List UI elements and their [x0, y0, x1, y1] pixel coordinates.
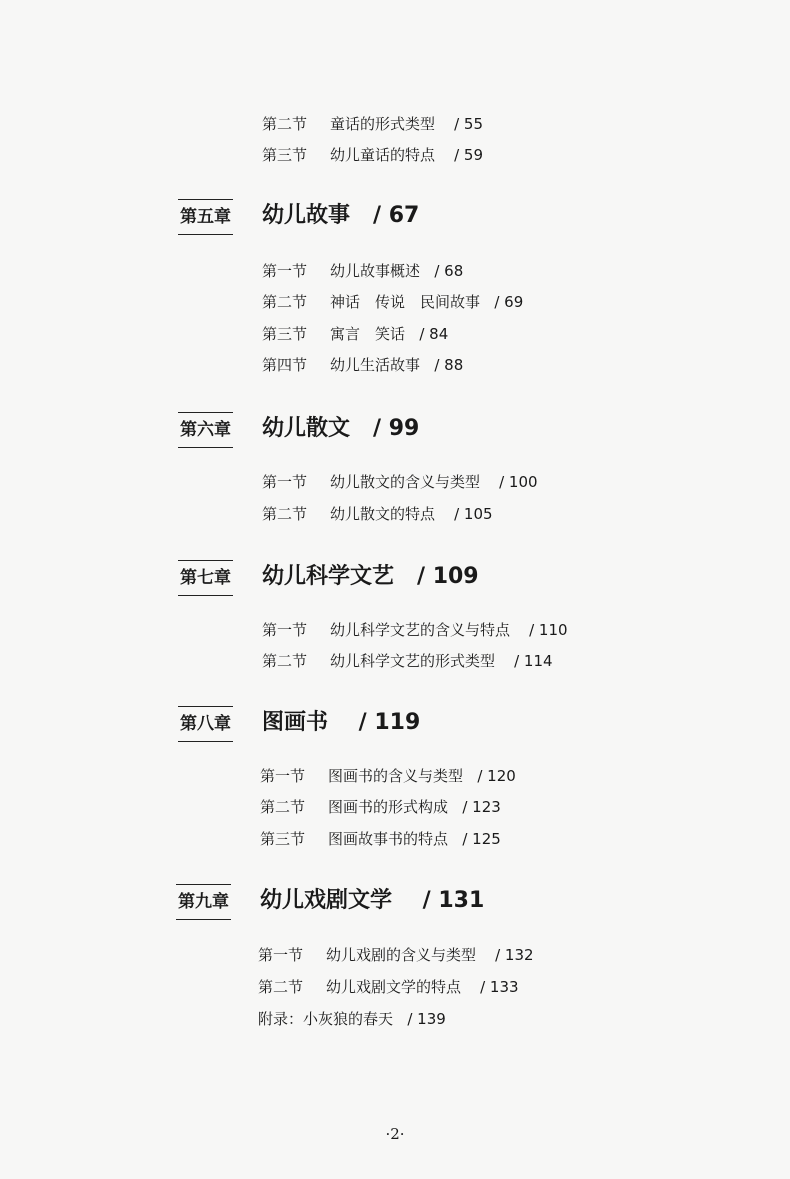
section-label: 第二节 [262, 115, 308, 133]
chapter-title: 幼儿故事 [262, 203, 351, 228]
section-page: / 55 [454, 115, 484, 133]
section-page: / 68 [434, 262, 464, 280]
section-title: 图画书的形式构成 [328, 798, 449, 816]
appendix-page: / 139 [407, 1010, 446, 1028]
section-title: 寓言 笑话 [330, 325, 406, 343]
section-title: 幼儿科学文艺的含义与特点 [330, 621, 511, 639]
chapter-page: / 131 [422, 888, 485, 913]
toc-entry [262, 651, 553, 671]
section-label: 第三节 [262, 325, 308, 343]
section-title: 幼儿戏剧的含义与类型 [326, 946, 477, 964]
section-page: / 133 [480, 978, 519, 996]
section-label: 第三节 [260, 830, 306, 848]
section-title: 幼儿童话的特点 [330, 146, 436, 164]
section-page: / 69 [494, 293, 524, 311]
section-label: 第一节 [260, 767, 306, 785]
section-title: 幼儿散文的含义与类型 [330, 473, 481, 491]
appendix-title: 附录：小灰狼的春天 [258, 1010, 394, 1028]
chapter-title-line [260, 882, 484, 920]
section-label: 第一节 [258, 946, 304, 964]
toc-entry [258, 945, 534, 965]
section-label: 第一节 [262, 262, 308, 280]
section-title: 神话 传说 民间故事 [330, 293, 481, 311]
chapter-label: 第五章 [178, 199, 233, 235]
chapter-label: 第七章 [178, 560, 233, 596]
toc-entry [262, 472, 538, 492]
section-label: 第二节 [262, 505, 308, 523]
section-label: 第一节 [262, 621, 308, 639]
toc-entry [262, 145, 483, 165]
chapter-title-line [262, 197, 419, 235]
chapter-label: 第九章 [176, 884, 231, 920]
section-page: / 123 [462, 798, 501, 816]
chapter-label: 第八章 [178, 706, 233, 742]
chapter-title: 幼儿散文 [262, 416, 351, 441]
section-page: / 132 [495, 946, 534, 964]
toc-entry [260, 797, 501, 817]
section-label: 第四节 [262, 356, 308, 374]
section-page: / 88 [434, 356, 464, 374]
chapter-label: 第六章 [178, 412, 233, 448]
section-page: / 114 [514, 652, 553, 670]
toc-entry [262, 355, 463, 375]
toc-entry [258, 977, 519, 997]
section-title: 幼儿散文的特点 [330, 505, 436, 523]
chapter-title-line [262, 410, 419, 448]
section-title: 图画书的含义与类型 [328, 767, 464, 785]
chapter-page: / 67 [373, 203, 420, 228]
section-page: / 105 [454, 505, 493, 523]
section-label: 第二节 [262, 652, 308, 670]
toc-entry [262, 114, 483, 134]
toc-appendix [258, 1009, 446, 1029]
section-page: / 125 [462, 830, 501, 848]
chapter-title: 幼儿戏剧文学 [260, 888, 393, 913]
section-title: 幼儿戏剧文学的特点 [326, 978, 462, 996]
toc-entry [262, 261, 463, 281]
section-label: 第三节 [262, 146, 308, 164]
toc-entry [260, 766, 516, 786]
toc-entry [262, 324, 448, 344]
section-title: 幼儿故事概述 [330, 262, 421, 280]
section-page: / 100 [499, 473, 538, 491]
section-label: 第二节 [260, 798, 306, 816]
section-title: 幼儿生活故事 [330, 356, 421, 374]
chapter-page: / 99 [373, 416, 420, 441]
section-label: 第二节 [262, 293, 308, 311]
section-page: / 120 [477, 767, 516, 785]
chapter-title: 幼儿科学文艺 [262, 564, 395, 589]
toc-entry [260, 829, 501, 849]
section-title: 童话的形式类型 [330, 115, 436, 133]
toc-entry [262, 292, 523, 312]
chapter-title-line [262, 704, 420, 742]
chapter-page: / 119 [358, 710, 421, 735]
section-label: 第一节 [262, 473, 308, 491]
chapter-title: 图画书 [262, 710, 329, 735]
chapter-page: / 109 [417, 564, 479, 589]
section-page: / 59 [454, 146, 484, 164]
toc-entry [262, 620, 568, 640]
section-title: 图画故事书的特点 [328, 830, 449, 848]
section-page: / 84 [419, 325, 449, 343]
section-page: / 110 [529, 621, 568, 639]
chapter-title-line [262, 558, 479, 596]
section-title: 幼儿科学文艺的形式类型 [330, 652, 496, 670]
page-number: ·2· [385, 1125, 405, 1143]
section-label: 第二节 [258, 978, 304, 996]
toc-entry [262, 504, 493, 524]
